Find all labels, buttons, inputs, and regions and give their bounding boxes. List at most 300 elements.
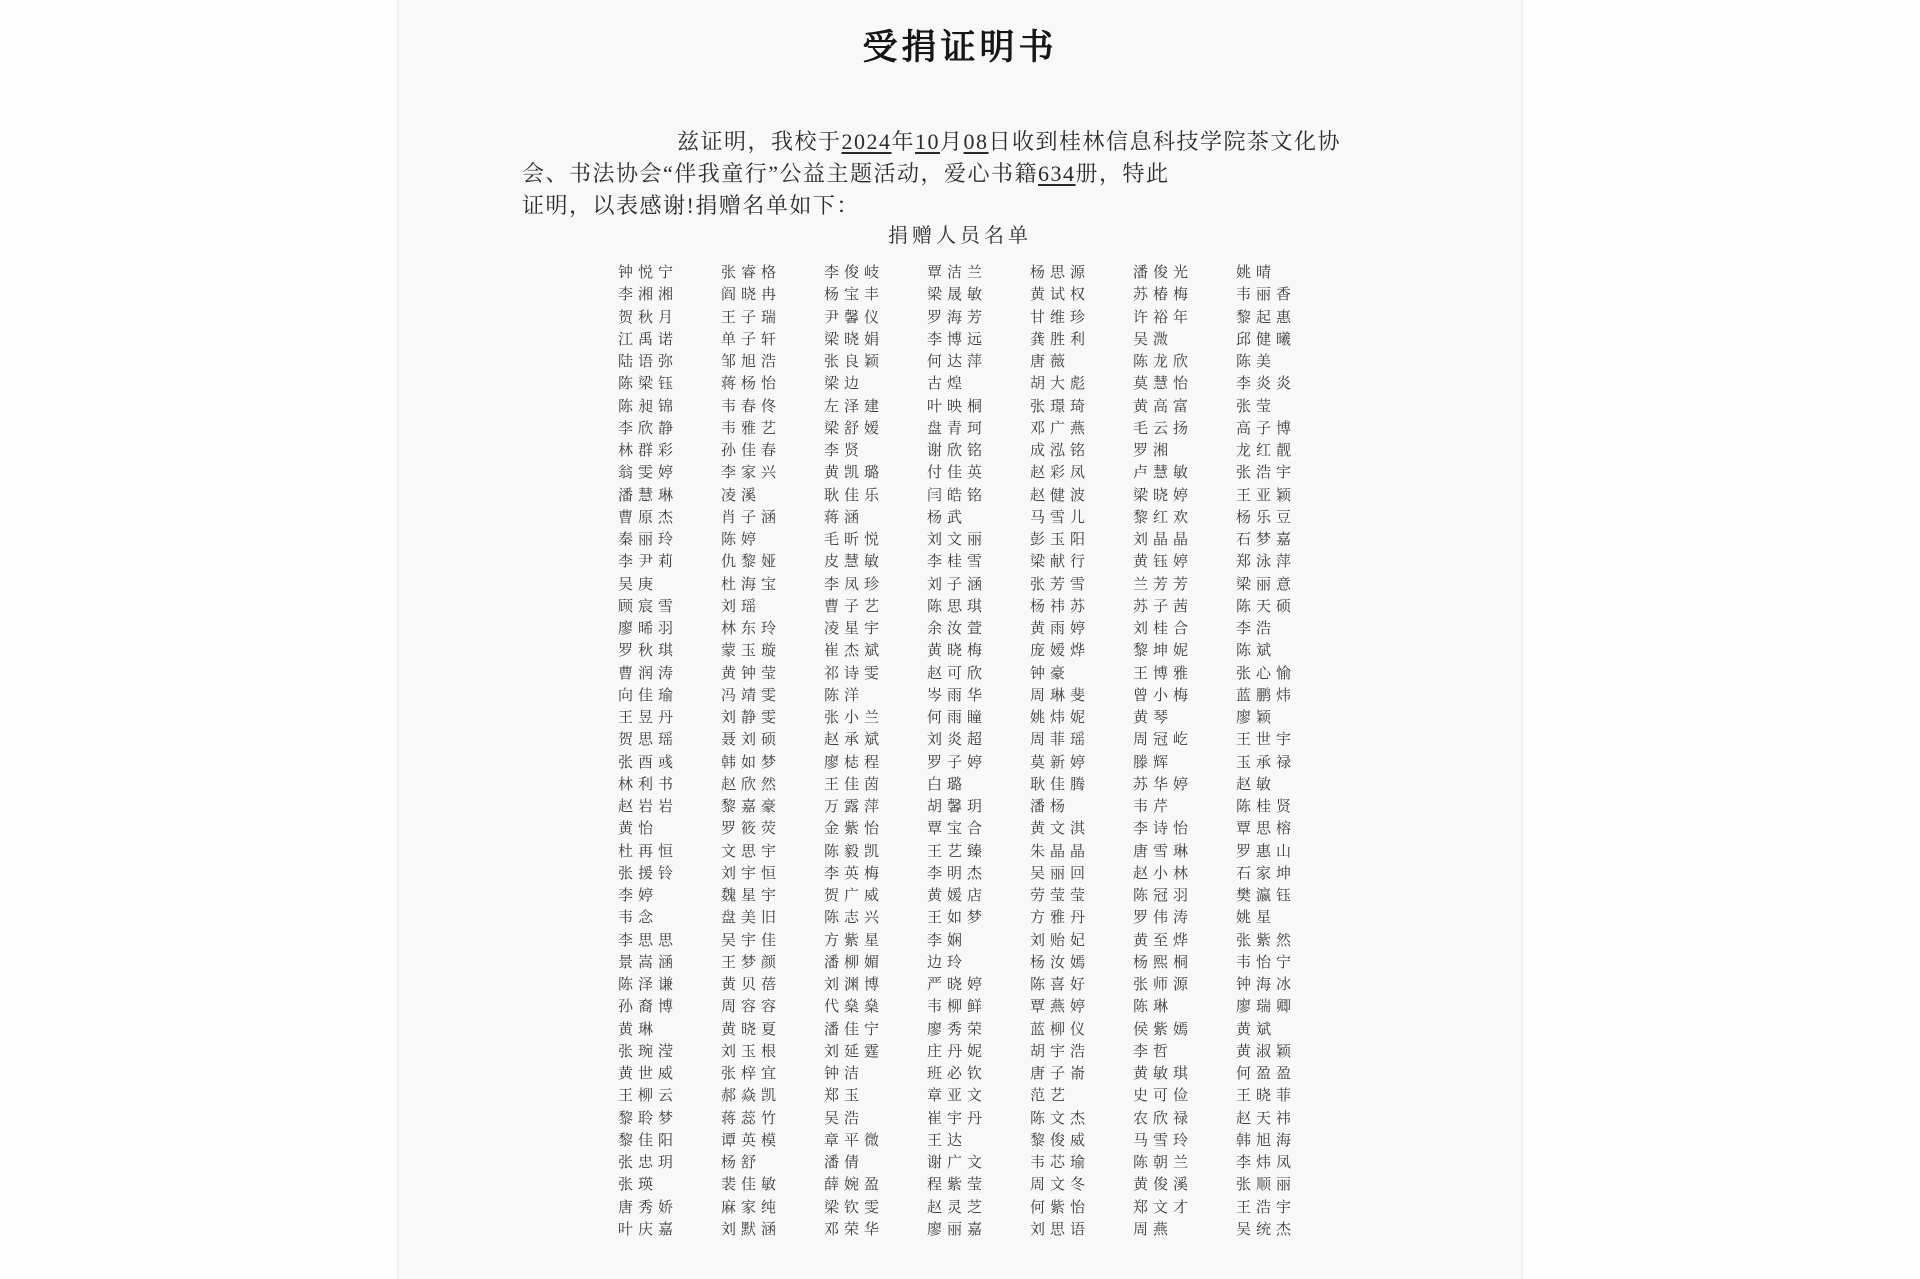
donor-name: 邓荣华 xyxy=(824,1221,885,1238)
intro-text: 日收到桂林信息科技学院茶文化协 xyxy=(988,129,1342,154)
donor-name: 钟洁 xyxy=(824,1066,865,1082)
donor-name: 周菲瑶 xyxy=(1030,732,1091,749)
donor-name: 甘维珍 xyxy=(1030,309,1091,326)
donor-name: 林利书 xyxy=(618,776,679,793)
donor-name: 蒋涵 xyxy=(824,509,865,526)
donor-name: 秦丽玲 xyxy=(618,532,679,548)
donor-name: 韩旭海 xyxy=(1236,1132,1297,1149)
intro-line xyxy=(522,158,1472,190)
donor-name: 龚胜利 xyxy=(1030,331,1091,348)
donor-name: 李桂雪 xyxy=(927,554,988,571)
donor-name: 成泓铭 xyxy=(1030,443,1091,459)
donor-name: 张睿格 xyxy=(721,265,782,281)
donor-name: 王梦颜 xyxy=(721,954,782,971)
donor-name: 唐子嵛 xyxy=(1030,1066,1091,1082)
donor-name: 龙红靓 xyxy=(1236,443,1297,459)
donor-name: 赵岩岩 xyxy=(618,799,679,815)
donor-name: 张芳雪 xyxy=(1030,576,1091,593)
donor-name: 韦芯瑜 xyxy=(1030,1155,1091,1171)
donor-name: 陈志兴 xyxy=(824,910,885,927)
donor-name: 周文冬 xyxy=(1030,1177,1091,1194)
donor-name: 潘慧琳 xyxy=(618,487,679,504)
donor-name: 蒙玉璇 xyxy=(721,643,782,660)
donor-name: 孙裔博 xyxy=(618,999,679,1016)
intro-text: 证明，以表感谢!捐赠名单如下： xyxy=(522,193,860,218)
underlined-value: 634 xyxy=(1038,161,1076,186)
intro-line xyxy=(522,126,1472,158)
donor-name: 岑雨华 xyxy=(927,687,988,704)
donor-name: 罗筱荧 xyxy=(721,821,782,838)
donor-name: 边玲 xyxy=(927,954,968,971)
donor-name: 孙佳春 xyxy=(721,443,782,459)
donor-name: 李浩 xyxy=(1236,621,1277,637)
donor-name: 毛昕悦 xyxy=(824,532,885,548)
donor-name: 曾小梅 xyxy=(1133,687,1194,704)
donor-name: 潘倩 xyxy=(824,1155,865,1171)
donor-name: 黄世威 xyxy=(618,1066,679,1082)
donor-name: 刘思语 xyxy=(1030,1221,1091,1238)
donor-name: 陈毅凯 xyxy=(824,843,885,860)
donor-name: 梁丽意 xyxy=(1236,576,1297,593)
donor-name: 张瑛 xyxy=(618,1177,659,1194)
donor-name: 李博远 xyxy=(927,331,988,348)
donor-name: 罗伟涛 xyxy=(1133,910,1194,927)
donor-name: 刘文丽 xyxy=(927,532,988,548)
donor-name: 李炜凤 xyxy=(1236,1155,1297,1171)
donor-name: 盘美旧 xyxy=(721,910,782,927)
donor-name: 吴庚 xyxy=(618,576,659,593)
donor-name: 祁诗雯 xyxy=(824,665,885,682)
donor-name: 杨祎苏 xyxy=(1030,598,1091,615)
donor-name: 凌星宇 xyxy=(824,621,885,637)
donor-name: 黄怡 xyxy=(618,821,659,838)
donor-name: 梁献行 xyxy=(1030,554,1091,571)
donor-name: 黄试权 xyxy=(1030,287,1091,304)
donor-name: 张心愉 xyxy=(1236,665,1297,682)
intro-text: 月 xyxy=(940,129,964,154)
donor-name: 刘炎超 xyxy=(927,732,988,749)
donor-name: 曹原杰 xyxy=(618,509,679,526)
donor-name: 黄斌 xyxy=(1236,1021,1277,1038)
donor-name: 赵健波 xyxy=(1030,487,1091,504)
donor-name: 马雪儿 xyxy=(1030,509,1091,526)
donor-name: 杨熙桐 xyxy=(1133,954,1194,971)
donor-name: 陈朝兰 xyxy=(1133,1155,1194,1171)
donor-name: 韩如梦 xyxy=(721,754,782,771)
donor-name: 范艺 xyxy=(1030,1088,1071,1105)
donor-name: 黄敏琪 xyxy=(1133,1066,1194,1082)
roster-heading: 捐赠人员名单 xyxy=(888,225,1032,247)
donor-name: 梁晟敏 xyxy=(927,287,988,304)
donor-name: 李炎炎 xyxy=(1236,376,1297,393)
donor-name: 覃洁兰 xyxy=(927,265,988,281)
donor-name: 张酉彧 xyxy=(618,754,679,771)
donor-name: 叶庆嘉 xyxy=(618,1221,679,1238)
donor-name: 古煌 xyxy=(927,376,968,393)
donor-name: 王佳茵 xyxy=(824,776,885,793)
donor-name: 李凤珍 xyxy=(824,576,885,593)
donor-name: 黄淑颖 xyxy=(1236,1043,1297,1060)
donor-name: 张梓宜 xyxy=(721,1066,782,1082)
donor-name: 廖颖 xyxy=(1236,710,1277,726)
donor-name: 陈龙欣 xyxy=(1133,354,1194,370)
donor-name: 仇黎娅 xyxy=(721,554,782,571)
donor-name: 蓝柳仪 xyxy=(1030,1021,1091,1038)
donor-name: 王柳云 xyxy=(618,1088,679,1105)
donor-name: 姚星 xyxy=(1236,910,1277,927)
donor-name: 高子博 xyxy=(1236,420,1297,437)
donor-name: 苏子茜 xyxy=(1133,598,1194,615)
donor-name: 尹馨仪 xyxy=(824,309,885,326)
donor-name: 滕辉 xyxy=(1133,754,1174,771)
donor-name: 崔宇丹 xyxy=(927,1110,988,1127)
donor-name: 梁舒嫒 xyxy=(824,420,885,437)
donor-name: 谢广文 xyxy=(927,1155,988,1171)
donor-name: 凌溪 xyxy=(721,487,762,504)
underlined-value: 10 xyxy=(915,129,941,154)
donor-name: 周琳斐 xyxy=(1030,687,1091,704)
donor-name: 吴统杰 xyxy=(1236,1221,1297,1238)
donor-name: 黄俊溪 xyxy=(1133,1177,1194,1194)
donor-name: 王浩宇 xyxy=(1236,1199,1297,1216)
intro-text: 册，特此 xyxy=(1075,161,1170,186)
donor-name: 刘延霆 xyxy=(824,1043,885,1060)
donor-name: 单子轩 xyxy=(721,331,782,348)
donor-name: 胡宇浩 xyxy=(1030,1043,1091,1060)
donor-name: 陈冠羽 xyxy=(1133,888,1194,904)
intro-text: 年 xyxy=(891,129,916,154)
donor-name: 李家兴 xyxy=(721,465,782,482)
donor-name: 张良颖 xyxy=(824,354,885,370)
donor-name: 梁边 xyxy=(824,376,865,393)
donor-name: 杨舒 xyxy=(721,1155,762,1171)
donor-name: 麻家纯 xyxy=(721,1199,782,1216)
donor-name: 罗子婷 xyxy=(927,754,988,771)
donor-name: 陈梁钰 xyxy=(618,376,679,393)
donor-name: 莫新婷 xyxy=(1030,754,1091,771)
donor-name: 肖子涵 xyxy=(721,509,782,526)
donor-name: 李哲 xyxy=(1133,1043,1174,1060)
donor-name: 贺广威 xyxy=(824,888,885,904)
donor-name: 张顺丽 xyxy=(1236,1177,1297,1194)
donor-name: 王晓菲 xyxy=(1236,1088,1297,1105)
donor-name: 王子瑞 xyxy=(721,309,782,326)
donor-name: 朱晶晶 xyxy=(1030,843,1091,860)
donor-name: 钟海冰 xyxy=(1236,977,1297,993)
donor-name: 廖丽嘉 xyxy=(927,1221,988,1238)
donor-name: 魏星宇 xyxy=(721,888,782,904)
donor-name: 阎晓冉 xyxy=(721,287,782,304)
donor-name: 马雪玲 xyxy=(1133,1132,1194,1149)
donor-name: 李尹莉 xyxy=(618,554,679,571)
donor-name: 黄琳 xyxy=(618,1021,659,1038)
donor-name: 白璐 xyxy=(927,776,968,793)
donor-name: 赵承斌 xyxy=(824,732,885,749)
donor-name: 陈喜好 xyxy=(1030,977,1091,993)
donor-name: 张忠玥 xyxy=(618,1155,679,1171)
donor-name: 王达 xyxy=(927,1132,968,1149)
donor-name: 罗秋琪 xyxy=(618,643,679,660)
donor-name: 潘柳媚 xyxy=(824,954,885,971)
donor-name: 陈天硕 xyxy=(1236,598,1297,615)
donor-name: 莫慧怡 xyxy=(1133,376,1194,393)
donor-name: 文思宇 xyxy=(721,843,782,860)
donor-name: 陈昶锦 xyxy=(618,398,679,415)
donor-name: 韦丽香 xyxy=(1236,287,1297,304)
donor-name: 姚晴 xyxy=(1236,265,1277,281)
donor-name: 蓝鹏炜 xyxy=(1236,687,1297,704)
donor-name: 农欣禄 xyxy=(1133,1110,1194,1127)
donor-name: 薛婉盈 xyxy=(824,1177,885,1194)
donor-name: 杜海宝 xyxy=(721,576,782,593)
donor-name: 何雨瞳 xyxy=(927,710,988,726)
donor-name: 吴宇佳 xyxy=(721,932,782,949)
donor-name: 郑文才 xyxy=(1133,1199,1194,1216)
donor-name: 庄丹妮 xyxy=(927,1043,988,1060)
donor-name: 聂刘硕 xyxy=(721,732,782,749)
donor-name: 刘贻妃 xyxy=(1030,932,1091,949)
donor-name: 江禹诺 xyxy=(618,331,679,348)
donor-name: 贺秋月 xyxy=(618,309,679,326)
donor-name: 赵小林 xyxy=(1133,865,1194,882)
donor-name: 王世宇 xyxy=(1236,732,1297,749)
donor-name: 潘俊光 xyxy=(1133,265,1194,281)
donor-name: 杨思源 xyxy=(1030,265,1091,281)
donor-name: 黄至烨 xyxy=(1133,932,1194,949)
donor-name: 覃燕婷 xyxy=(1030,999,1091,1016)
donor-name: 廖梽程 xyxy=(824,754,885,771)
donor-name: 梁晓娟 xyxy=(824,331,885,348)
donor-name: 黄晓夏 xyxy=(721,1021,782,1038)
donor-name: 金紫怡 xyxy=(824,821,885,838)
intro-paragraph xyxy=(522,126,1472,222)
donor-name: 潘佳宁 xyxy=(824,1021,885,1038)
donor-name: 刘默涵 xyxy=(721,1221,782,1238)
donor-name: 韦春佟 xyxy=(721,398,782,415)
donor-name: 黎嘉豪 xyxy=(721,799,782,815)
donor-name: 梁钦雯 xyxy=(824,1199,885,1216)
donor-name: 韦柳鲜 xyxy=(927,999,988,1016)
donor-name: 刘宇恒 xyxy=(721,865,782,882)
donor-name: 罗湘 xyxy=(1133,443,1174,459)
donor-name: 何盈盈 xyxy=(1236,1066,1297,1082)
page-title: 受捐证明书 xyxy=(862,28,1058,67)
donor-name: 唐雪琳 xyxy=(1133,843,1194,860)
donor-name: 裴佳敏 xyxy=(721,1177,782,1194)
donor-name: 覃思榕 xyxy=(1236,821,1297,838)
donor-name: 李贤 xyxy=(824,443,865,459)
donor-name: 周容容 xyxy=(721,999,782,1016)
donor-name: 吴浩 xyxy=(824,1110,865,1127)
donor-name: 黄雨婷 xyxy=(1030,621,1091,637)
donor-name: 许裕年 xyxy=(1133,309,1194,326)
donor-name: 张援铃 xyxy=(618,865,679,882)
donor-name: 卢慧敏 xyxy=(1133,465,1194,482)
donor-name: 陈琳 xyxy=(1133,999,1174,1016)
donor-name: 景嵩涵 xyxy=(618,954,679,971)
donor-name: 黄晓梅 xyxy=(927,643,988,660)
donor-name: 蒋蕊竹 xyxy=(721,1110,782,1127)
donor-name: 胡馨玥 xyxy=(927,799,988,815)
donor-name: 何紫怡 xyxy=(1030,1199,1091,1216)
donor-name: 郑泳萍 xyxy=(1236,554,1297,571)
donor-name: 李欣静 xyxy=(618,420,679,437)
donor-name: 严晓婷 xyxy=(927,977,988,993)
donor-name: 赵欣然 xyxy=(721,776,782,793)
donor-name: 赵敏 xyxy=(1236,776,1277,793)
donor-name: 王昱丹 xyxy=(618,710,679,726)
donor-name: 赵天祎 xyxy=(1236,1110,1297,1127)
donor-name: 陈文杰 xyxy=(1030,1110,1091,1127)
donor-name: 赵彩凤 xyxy=(1030,465,1091,482)
donor-name: 刘瑶 xyxy=(721,598,762,615)
donor-name: 侯紫嫣 xyxy=(1133,1021,1194,1038)
donor-name: 陈美 xyxy=(1236,354,1277,370)
donor-name: 李娴 xyxy=(927,932,968,949)
donor-name: 郑玉 xyxy=(824,1088,865,1105)
donor-name: 韦芹 xyxy=(1133,799,1174,815)
donor-name: 刘子涵 xyxy=(927,576,988,593)
donor-name: 郝焱凯 xyxy=(721,1088,782,1105)
donor-name: 黄高富 xyxy=(1133,398,1194,415)
donor-name: 张琬滢 xyxy=(618,1043,679,1060)
donor-name: 冯靖雯 xyxy=(721,687,782,704)
donor-name: 吴丽回 xyxy=(1030,865,1091,882)
underlined-value: 08 xyxy=(963,129,989,154)
donor-name: 黎聆梦 xyxy=(618,1110,679,1127)
donor-name: 玉承禄 xyxy=(1236,754,1297,771)
intro-text: 兹证明，我校于 xyxy=(677,129,842,154)
donor-name: 陈桂贤 xyxy=(1236,799,1297,815)
donor-name: 余汝萱 xyxy=(927,621,988,637)
donor-name: 覃宝合 xyxy=(927,821,988,838)
donor-name: 王如梦 xyxy=(927,910,988,927)
donor-name: 石梦嘉 xyxy=(1236,532,1297,548)
donor-name: 周燕 xyxy=(1133,1221,1174,1238)
donor-name: 黎起惠 xyxy=(1236,309,1297,326)
donor-name: 黎红欢 xyxy=(1133,509,1194,526)
donor-name: 章平微 xyxy=(824,1132,885,1149)
donor-name: 蒋杨怡 xyxy=(721,376,782,393)
donor-name: 罗惠山 xyxy=(1236,843,1297,860)
donor-name: 翁雯婷 xyxy=(618,465,679,482)
donor-name: 张小兰 xyxy=(824,710,885,726)
donor-name: 庞嫒烨 xyxy=(1030,643,1091,660)
donor-name: 廖晞羽 xyxy=(618,621,679,637)
donor-name: 李俊岐 xyxy=(824,265,885,281)
donor-name: 皮慧敏 xyxy=(824,554,885,571)
donor-name: 钟悦宁 xyxy=(618,265,679,281)
certificate-page xyxy=(397,0,1523,1279)
donor-name: 邓广燕 xyxy=(1030,420,1091,437)
donor-name: 陈思琪 xyxy=(927,598,988,615)
donor-name: 邹旭浩 xyxy=(721,354,782,370)
donor-name: 曹润涛 xyxy=(618,665,679,682)
donor-name: 林东玲 xyxy=(721,621,782,637)
donor-name: 彭玉阳 xyxy=(1030,532,1091,548)
donor-name: 陈泽谦 xyxy=(618,977,679,993)
donor-name: 黄凯璐 xyxy=(824,465,885,482)
donor-name: 李湘湘 xyxy=(618,287,679,304)
donor-name: 张璟琦 xyxy=(1030,398,1091,415)
donor-roster xyxy=(618,262,1339,1241)
donor-name: 李英梅 xyxy=(824,865,885,882)
donor-name: 陆语弥 xyxy=(618,354,679,370)
donor-name: 苏椿梅 xyxy=(1133,287,1194,304)
donor-name: 张师源 xyxy=(1133,977,1194,993)
intro-line xyxy=(522,190,1472,222)
donor-name: 万露萍 xyxy=(824,799,885,815)
donor-name: 王亚颖 xyxy=(1236,487,1297,504)
donor-name: 韦雅艺 xyxy=(721,420,782,437)
donor-name: 贺思瑶 xyxy=(618,732,679,749)
donor-name: 廖瑞卿 xyxy=(1236,999,1297,1016)
donor-name: 黄钰婷 xyxy=(1133,554,1194,571)
donor-name: 周冠屹 xyxy=(1133,732,1194,749)
donor-name: 李婷 xyxy=(618,888,659,904)
donor-name: 陈婷 xyxy=(721,532,762,548)
donor-name: 罗海芳 xyxy=(927,309,988,326)
donor-name: 陈洋 xyxy=(824,687,865,704)
donor-name: 石家坤 xyxy=(1236,865,1297,882)
donor-name: 左泽建 xyxy=(824,398,885,415)
underlined-value: 2024 xyxy=(841,129,892,154)
donor-name: 史可俭 xyxy=(1133,1088,1194,1105)
donor-name: 姚炜妮 xyxy=(1030,710,1091,726)
donor-name: 刘玉根 xyxy=(721,1043,782,1060)
donor-name: 张莹 xyxy=(1236,398,1277,415)
donor-name: 顾宸雪 xyxy=(618,598,679,615)
donor-name: 唐秀娇 xyxy=(618,1199,679,1216)
donor-name: 盘青珂 xyxy=(927,420,988,437)
donor-name: 章亚文 xyxy=(927,1088,988,1105)
donor-name: 向佳瑜 xyxy=(618,687,679,704)
intro-text: 会、书法协会“伴我童行”公益主题活动，爱心书籍 xyxy=(522,161,1039,186)
donor-name: 李诗怡 xyxy=(1133,821,1194,838)
donor-name: 黎坤妮 xyxy=(1133,643,1194,660)
donor-name: 毛云扬 xyxy=(1133,420,1194,437)
donor-name: 曹子艺 xyxy=(824,598,885,615)
donor-name: 陈斌 xyxy=(1236,643,1277,660)
donor-name: 谢欣铭 xyxy=(927,443,988,459)
donor-name: 黄钟莹 xyxy=(721,665,782,682)
donor-name: 林群彩 xyxy=(618,443,679,459)
donor-name: 班必钦 xyxy=(927,1066,988,1082)
donor-name: 何达萍 xyxy=(927,354,988,370)
donor-name: 王博雅 xyxy=(1133,665,1194,682)
donor-name: 张浩宇 xyxy=(1236,465,1297,482)
donor-name: 杜再恒 xyxy=(618,843,679,860)
donor-name: 吴溦 xyxy=(1133,331,1174,348)
donor-name: 代燊燊 xyxy=(824,999,885,1016)
donor-name: 叶映桐 xyxy=(927,398,988,415)
donor-name: 张紫然 xyxy=(1236,932,1297,949)
donor-name: 王艺臻 xyxy=(927,843,988,860)
donor-name: 劳莹莹 xyxy=(1030,888,1091,904)
donor-name: 刘桂合 xyxy=(1133,621,1194,637)
donor-name: 韦怡宁 xyxy=(1236,954,1297,971)
donor-name: 杨汝嫣 xyxy=(1030,954,1091,971)
donor-name: 赵灵芝 xyxy=(927,1199,988,1216)
donor-name: 付佳英 xyxy=(927,465,988,482)
donor-name: 胡大彪 xyxy=(1030,376,1091,393)
donor-name: 赵可欣 xyxy=(927,665,988,682)
donor-name: 李明杰 xyxy=(927,865,988,882)
donor-name: 程紫莹 xyxy=(927,1177,988,1194)
donor-name: 苏华婷 xyxy=(1133,776,1194,793)
donor-name: 邱健曦 xyxy=(1236,331,1297,348)
donor-name: 李思思 xyxy=(618,932,679,949)
